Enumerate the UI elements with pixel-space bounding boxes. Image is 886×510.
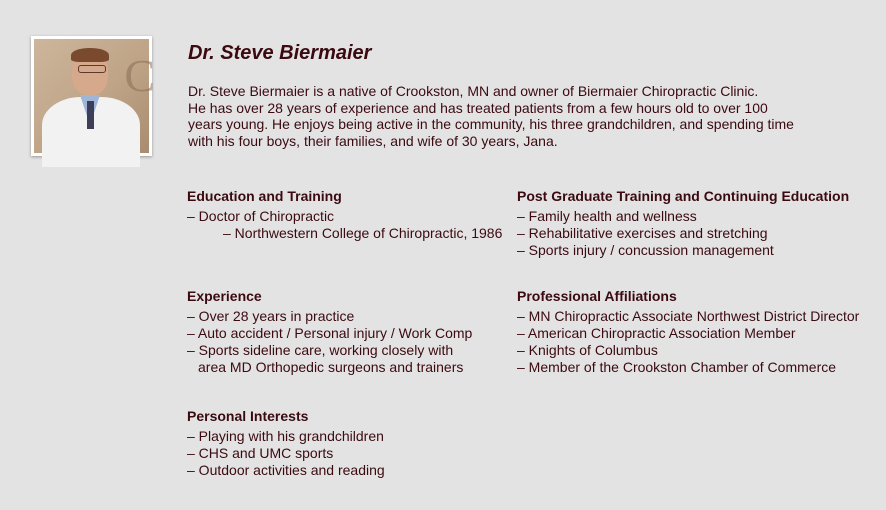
list-item: – Member of the Crookston Chamber of Commerce <box>517 359 837 375</box>
section-heading: Experience <box>187 288 262 304</box>
section-heading: Education and Training <box>187 188 342 204</box>
list-item: – Sports sideline care, working closely with <box>187 342 454 358</box>
bio-line: years young. He enjoys being active in the community, his three grandchildren, and spending time <box>188 116 794 132</box>
wall-logo-glyph: C <box>124 50 155 101</box>
education-section <box>187 188 502 242</box>
list-item: – Sports injury / concussion management <box>517 242 774 258</box>
affiliations-section <box>517 288 859 376</box>
list-item: – CHS and UMC sports <box>187 445 334 461</box>
list-item: – Auto accident / Personal injury / Work Comp <box>187 325 473 341</box>
list-item: – Playing with his grandchildren <box>187 428 384 444</box>
interests-section <box>187 408 385 479</box>
section-heading: Professional Affiliations <box>517 288 677 304</box>
list-item-continuation: area MD Orthopedic surgeons and trainers <box>198 359 464 375</box>
list-item: – Family health and wellness <box>517 208 697 224</box>
photo-tie <box>87 101 94 129</box>
bio-line: He has over 28 years of experience and has treated patients from a few hours old to over 100 <box>188 99 768 116</box>
section-heading: Personal Interests <box>187 408 309 424</box>
list-item: – Doctor of Chiropractic <box>187 208 335 224</box>
list-item: – Over 28 years in practice <box>187 308 355 324</box>
doctor-photo <box>34 39 155 153</box>
bio-line: Dr. Steve Biermaier is a native of Crookston, MN and owner of Biermaier Chiropractic Clinic. <box>188 83 759 99</box>
list-item: – Knights of Columbus <box>517 342 658 358</box>
list-item: – Rehabilitative exercises and stretching <box>517 225 768 241</box>
list-item: – American Chiropractic Association Member <box>517 325 796 341</box>
photo-glasses <box>78 65 106 73</box>
list-item: – MN Chiropractic Associate Northwest District Director <box>517 308 860 324</box>
page-title: Dr. Steve Biermaier <box>188 42 372 64</box>
postgrad-section <box>517 188 849 259</box>
list-item: – Outdoor activities and reading <box>187 462 385 478</box>
list-item: – Northwestern College of Chiropractic, 1986 <box>223 225 503 241</box>
photo-hair <box>71 48 109 62</box>
bio-paragraph <box>188 83 828 149</box>
section-heading: Post Graduate Training and Continuing Education <box>517 188 850 204</box>
doctor-photo-frame <box>31 36 155 156</box>
bio-line: with his four boys, their families, and wife of 30 years, Jana. <box>188 132 558 149</box>
experience-section <box>187 288 472 376</box>
